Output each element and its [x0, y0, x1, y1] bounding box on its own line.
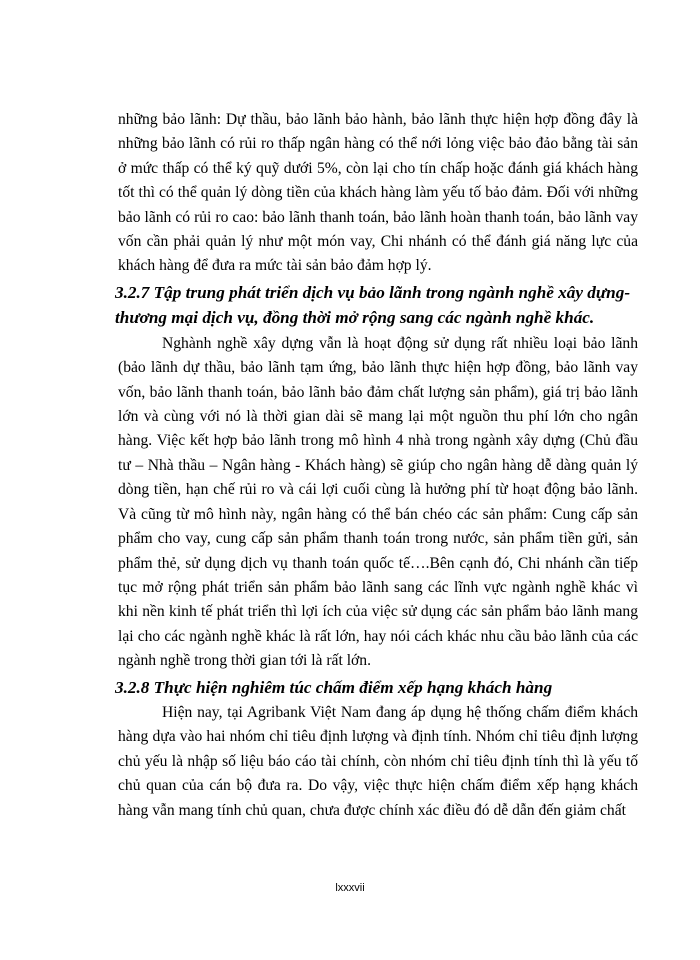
section-heading-3-2-8: 3.2.8 Thực hiện nghiêm túc chấm điểm xếp hạng khách hàng [115, 677, 553, 697]
body-paragraph: Nghành nghề xây dựng vẫn là hoạt động sử dụng rất nhiều loại bảo lãnh (bảo lãnh dự thầu, bảo lãnh tạm ứng, bảo lãnh thực hiện hợp đồng, bảo lãnh vay vốn, bảo lãnh thanh toán, bảo lãnh bảo đảm chất lượng sản phẩm), giá trị bảo lãnh lớn và cùng với nó là thời gian dài sẽ mang lại một nguồn thu phí lớn cho ngân hàng. Việc kết hợp bảo lãnh trong mô hình 4 nhà trong ngành xây dựng (Chủ đầu tư – Nhà thầu – Ngân hàng - Khách hàng) sẽ giúp cho ngân hàng dễ dàng quản lý dòng tiền, hạn chế rủi ro và cái lợi cuối cùng là hưởng phí từ hoạt động bảo lãnh. Và cũng từ mô hình này, ngân hàng có thể bán chéo các sản phẩm: Cung cấp sản phẩm cho vay, cung cấp sản phẩm thanh toán trong nước, sản phẩm tiền gửi, sản phẩm thẻ, sử dụng dịch vụ thanh toán quốc tế….Bên cạnh đó, Chi nhánh cần tiếp tục mở rộng phát triển sản phẩm bảo lãnh sang các lĩnh vực ngành nghề khác vì khi nền kinh tế phát triển thì lợi ích của việc sử dụng các sản phẩm bảo lãnh mang lại cho các ngành nghề khác là rất lớn, hay nói cách khác nhu cầu bảo lãnh của các ngành nghề trong thời gian tới là rất lớn. [118, 334, 638, 670]
page-number: lxxxvii [335, 882, 365, 894]
body-paragraph: những bảo lãnh: Dự thầu, bảo lãnh bảo hành, bảo lãnh thực hiện hợp đồng đây là những bảo lãnh có rủi ro thấp ngân hàng có thể nới lỏng việc bảo đảo bằng tài sản ở mức thấp có thể ký quỹ dưới 5%, còn lại cho tín chấp hoặc đánh giá khách hàng tốt thì có thể quản lý dòng tiền của khách hàng làm yếu tố bảo đảm. Đối với những bảo lãnh có rủi ro cao: bảo lãnh thanh toán, bảo lãnh hoàn thanh toán, bảo lãnh vay vốn cần phải quản lý như một món vay, Chi nhánh có thể đánh giá năng lực của khách hàng để đưa ra mức tài sản bảo đảm hợp lý. [118, 111, 638, 275]
body-paragraph: Hiện nay, tại Agribank Việt Nam đang áp dụng hệ thống chấm điểm khách hàng dựa vào hai nhóm chỉ tiêu định lượng và định tính. Nhóm chỉ tiêu định lượng chủ yếu là nhập số liệu báo cáo tài chính, còn nhóm chỉ tiêu định tính thì là yếu tố chủ quan của cán bộ đưa ra. Do vậy, việc thực hiện chấm điểm xếp hạng khách hàng vẫn mang tính chủ quan, chưa được chính xác điều đó dễ dẫn đến giảm chất [118, 704, 638, 819]
section-heading-3-2-7: 3.2.7 Tập trung phát triển dịch vụ bảo lãnh trong ngành nghề xây dựng- thương mại dịch vụ, đồng thời mở rộng sang các ngành nghề khác. [115, 282, 631, 328]
document-page [115, 108, 638, 823]
